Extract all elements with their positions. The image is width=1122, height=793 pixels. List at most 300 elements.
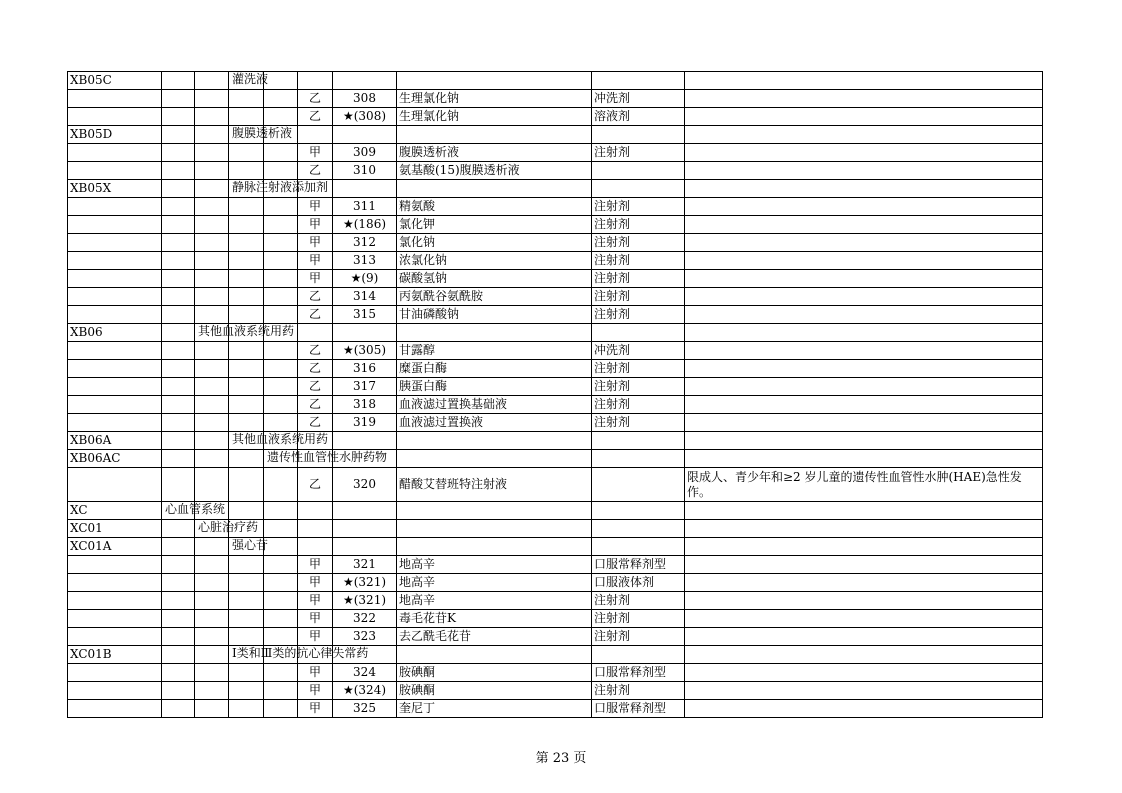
remark-cell [685,610,1043,628]
dosage-form-cell: 注射剂 [592,306,685,324]
level1-cell [162,144,195,162]
category-label: 腹膜透析液 [232,126,293,140]
level3-cell [229,396,264,414]
level4-cell [264,90,298,108]
category-row [68,126,1043,144]
level2-cell [195,270,229,288]
level3-cell [229,360,264,378]
level4-cell [264,538,298,556]
remark-cell [685,342,1043,360]
drug-name-cell: 胰蛋白酶 [397,378,592,396]
number-cell: 324 [333,664,397,682]
number-cell: 316 [333,360,397,378]
code-cell [68,198,162,216]
level2-cell [195,628,229,646]
number-cell: ★(321) [333,574,397,592]
level1-cell [162,414,195,432]
level2-cell [195,234,229,252]
drug-name-cell: 奎尼丁 [397,700,592,718]
level1-cell [162,162,195,180]
level4-cell [264,270,298,288]
class-cell [298,520,333,538]
dosage-form-cell [592,72,685,90]
number-cell: 315 [333,306,397,324]
code-cell: XC [68,502,162,520]
remark-cell [685,252,1043,270]
level2-cell [195,574,229,592]
drug-name-cell: 甘露醇 [397,342,592,360]
code-cell: XC01B [68,646,162,664]
class-cell: 甲 [298,556,333,574]
level1-cell [162,72,195,90]
number-cell: ★(308) [333,108,397,126]
level1-cell [162,538,195,556]
level4-cell [264,288,298,306]
level3-cell [229,664,264,682]
code-cell: XB05C [68,72,162,90]
category-row [68,450,1043,468]
drug-name-cell [397,324,592,342]
level2-cell [195,324,295,342]
level3-cell [229,288,264,306]
dosage-form-cell: 冲洗剂 [592,342,685,360]
number-cell: 318 [333,396,397,414]
code-cell [68,288,162,306]
number-cell: ★(186) [333,216,397,234]
level4-cell [264,700,298,718]
category-label: 其他血液系统用药 [198,324,295,338]
remark-cell: 限成人、青少年和≥2 岁儿童的遗传性血管性水肿(HAE)急性发作。 [685,468,1043,502]
drug-name-cell [397,450,592,468]
dosage-form-cell: 注射剂 [592,216,685,234]
remark-cell [685,144,1043,162]
remark-cell [685,502,1043,520]
remark-cell [685,628,1043,646]
code-cell [68,556,162,574]
category-row [68,520,1043,538]
level2-cell [195,592,229,610]
remark-cell [685,72,1043,90]
code-cell: XB05D [68,126,162,144]
level3-cell [229,72,269,90]
level4-cell [264,414,298,432]
level3-cell [229,216,264,234]
drug-row [68,414,1043,432]
code-cell [68,592,162,610]
remark-cell [685,90,1043,108]
level4-cell [264,108,298,126]
class-cell: 甲 [298,252,333,270]
level4-cell [264,378,298,396]
remark-cell [685,646,1043,664]
number-cell: 313 [333,252,397,270]
drug-row [68,270,1043,288]
level1-cell [162,574,195,592]
drug-name-cell [397,646,592,664]
drug-name-cell [397,72,592,90]
number-cell: 309 [333,144,397,162]
level3-cell [229,574,264,592]
class-cell [298,324,333,342]
level1-cell [162,180,195,198]
drug-name-cell: 腹膜透析液 [397,144,592,162]
level2-cell [195,288,229,306]
class-cell: 甲 [298,682,333,700]
drug-name-cell: 血液滤过置换液 [397,414,592,432]
dosage-form-cell [592,126,685,144]
drug-name-cell: 精氨酸 [397,198,592,216]
category-row [68,538,1043,556]
drug-row [68,468,1043,502]
level3-cell [229,90,264,108]
drug-row [68,288,1043,306]
level3-cell [229,700,264,718]
drug-row [68,556,1043,574]
number-cell [333,72,397,90]
level4-cell [264,468,298,502]
number-cell: 321 [333,556,397,574]
drug-name-cell: 胺碘酮 [397,682,592,700]
class-cell: 甲 [298,574,333,592]
drug-name-cell: 醋酸艾替班特注射液 [397,468,592,502]
code-cell [68,270,162,288]
level2-cell [195,520,259,538]
number-cell: 323 [333,628,397,646]
code-cell [68,216,162,234]
remark-cell [685,198,1043,216]
number-cell: 311 [333,198,397,216]
level2-cell [195,126,229,144]
class-cell: 乙 [298,360,333,378]
dosage-form-cell: 注射剂 [592,252,685,270]
drug-row [68,144,1043,162]
dosage-form-cell [592,162,685,180]
remark-cell [685,324,1043,342]
level3-cell [229,682,264,700]
drug-name-cell: 胺碘酮 [397,664,592,682]
class-cell: 乙 [298,342,333,360]
dosage-form-cell: 注射剂 [592,234,685,252]
remark-cell [685,306,1043,324]
level1-cell [162,432,195,450]
code-cell [68,628,162,646]
code-cell [68,468,162,502]
dosage-form-cell [592,538,685,556]
code-cell [68,610,162,628]
code-cell [68,144,162,162]
number-cell: 312 [333,234,397,252]
number-cell [333,126,397,144]
dosage-form-cell: 注射剂 [592,592,685,610]
level3-cell [229,610,264,628]
remark-cell [685,288,1043,306]
level3-cell [229,144,264,162]
level2-cell [195,682,229,700]
level3-cell [229,252,264,270]
dosage-form-cell [592,450,685,468]
level2-cell [195,180,229,198]
dosage-form-cell: 注射剂 [592,270,685,288]
class-cell: 乙 [298,162,333,180]
level2-cell [195,144,229,162]
code-cell [68,682,162,700]
category-row [68,180,1043,198]
level4-cell [264,502,298,520]
drug-row [68,664,1043,682]
level2-cell [195,342,229,360]
drug-name-cell: 丙氨酰谷氨酰胺 [397,288,592,306]
level4-cell [264,556,298,574]
dosage-form-cell: 注射剂 [592,198,685,216]
drug-row [68,342,1043,360]
remark-cell [685,108,1043,126]
category-label: 强心苷 [232,538,269,552]
code-cell [68,234,162,252]
remark-cell [685,682,1043,700]
dosage-form-cell: 注射剂 [592,144,685,162]
category-label: 遗传性血管性水肿药物 [267,450,388,464]
class-cell: 乙 [298,90,333,108]
code-cell [68,396,162,414]
level2-cell [195,450,229,468]
class-cell [298,502,333,520]
drug-name-cell: 地高辛 [397,592,592,610]
level2-cell [195,360,229,378]
level1-cell [162,378,195,396]
level4-cell [264,360,298,378]
dosage-form-cell [592,324,685,342]
level1-cell [162,270,195,288]
drug-row [68,162,1043,180]
category-label: 其他血液系统用药 [232,432,329,446]
category-label: 静脉注射液添加剂 [232,180,329,194]
drug-catalog-table [67,71,1043,718]
class-cell: 乙 [298,288,333,306]
number-cell: 314 [333,288,397,306]
level4-cell [264,628,298,646]
category-label: 心脏治疗药 [198,520,259,534]
number-cell [333,520,397,538]
remark-cell [685,126,1043,144]
class-cell: 甲 [298,270,333,288]
code-cell [68,664,162,682]
drug-name-cell: 毒毛花苷K [397,610,592,628]
level2-cell [195,414,229,432]
dosage-form-cell: 注射剂 [592,628,685,646]
level4-cell [264,342,298,360]
class-cell: 甲 [298,664,333,682]
drug-name-cell: 地高辛 [397,556,592,574]
level2-cell [195,646,229,664]
drug-row [68,252,1043,270]
level3-cell [229,198,264,216]
remark-cell [685,450,1043,468]
dosage-form-cell [592,520,685,538]
class-cell: 乙 [298,414,333,432]
number-cell [333,538,397,556]
code-cell [68,108,162,126]
level1-cell [162,628,195,646]
number-cell: 308 [333,90,397,108]
level1-cell [162,324,195,342]
level1-cell [162,664,195,682]
level3-cell [229,646,369,664]
level3-cell [229,450,264,468]
class-cell: 甲 [298,628,333,646]
class-cell: 甲 [298,198,333,216]
page-number: 第 23 页 [535,751,587,766]
level1-cell [162,468,195,502]
dosage-form-cell [592,432,685,450]
level1-cell [162,360,195,378]
level3-cell [229,592,264,610]
remark-cell [685,360,1043,378]
dosage-form-cell: 注射剂 [592,682,685,700]
code-cell: XB06A [68,432,162,450]
remark-cell [685,592,1043,610]
level2-cell [195,396,229,414]
class-cell [298,72,333,90]
level4-cell [264,306,298,324]
level1-cell [162,126,195,144]
dosage-form-cell: 注射剂 [592,396,685,414]
dosage-form-cell [592,468,685,502]
class-cell [298,126,333,144]
class-cell [298,538,333,556]
level4-cell [264,610,298,628]
code-cell [68,90,162,108]
remark-cell [685,162,1043,180]
level2-cell [195,610,229,628]
dosage-form-cell: 口服液体剂 [592,574,685,592]
level3-cell [229,342,264,360]
dosage-form-cell: 口服常释剂型 [592,664,685,682]
drug-row [68,628,1043,646]
drug-name-cell: 氯化钾 [397,216,592,234]
dosage-form-cell: 口服常释剂型 [592,700,685,718]
level1-cell [162,90,195,108]
level3-cell [229,162,264,180]
drug-row [68,216,1043,234]
level4-cell [264,520,298,538]
level4-cell [264,252,298,270]
remark-cell [685,414,1043,432]
dosage-form-cell [592,646,685,664]
remark-cell [685,270,1043,288]
drug-row [68,234,1043,252]
level3-cell [229,432,329,450]
level2-cell [195,538,229,556]
dosage-form-cell [592,502,685,520]
level4-cell [264,198,298,216]
dosage-form-cell: 冲洗剂 [592,90,685,108]
level1-cell [162,646,195,664]
code-cell: XB06 [68,324,162,342]
code-cell: XB05X [68,180,162,198]
category-row [68,432,1043,450]
level1-cell [162,502,226,520]
level4-cell [264,664,298,682]
level1-cell [162,556,195,574]
number-cell [333,502,397,520]
class-cell: 甲 [298,610,333,628]
level4-cell [264,450,388,468]
drug-name-cell [397,180,592,198]
level1-cell [162,610,195,628]
drug-row [68,574,1043,592]
dosage-form-cell: 注射剂 [592,378,685,396]
drug-name-cell: 去乙酰毛花苷 [397,628,592,646]
drug-name-cell [397,502,592,520]
level1-cell [162,234,195,252]
level1-cell [162,306,195,324]
number-cell: 325 [333,700,397,718]
drug-name-cell [397,126,592,144]
code-cell [68,252,162,270]
level2-cell [195,700,229,718]
drug-name-cell: 氯化钠 [397,234,592,252]
level4-cell [264,162,298,180]
class-cell: 乙 [298,378,333,396]
dosage-form-cell: 注射剂 [592,288,685,306]
category-row [68,72,1043,90]
number-cell: ★(9) [333,270,397,288]
level3-cell [229,556,264,574]
level4-cell [264,144,298,162]
remark-cell [685,396,1043,414]
number-cell: 322 [333,610,397,628]
number-cell: 317 [333,378,397,396]
dosage-form-cell: 注射剂 [592,610,685,628]
remark-cell [685,180,1043,198]
level1-cell [162,592,195,610]
number-cell: ★(305) [333,342,397,360]
level1-cell [162,342,195,360]
level3-cell [229,234,264,252]
remark-cell [685,234,1043,252]
class-cell: 甲 [298,592,333,610]
level3-cell [229,378,264,396]
category-row [68,502,1043,520]
category-label: 心血管系统 [165,502,226,516]
level3-cell [229,414,264,432]
drug-name-cell: 碳酸氢钠 [397,270,592,288]
level2-cell [195,306,229,324]
level4-cell [264,72,298,90]
code-cell [68,342,162,360]
level1-cell [162,396,195,414]
dosage-form-cell: 注射剂 [592,360,685,378]
level3-cell [229,126,293,144]
level1-cell [162,216,195,234]
code-cell [68,414,162,432]
drug-row [68,592,1043,610]
number-cell: ★(324) [333,682,397,700]
code-cell [68,360,162,378]
class-cell: 甲 [298,700,333,718]
code-cell [68,378,162,396]
dosage-form-cell: 口服常释剂型 [592,556,685,574]
level2-cell [195,198,229,216]
level3-cell [229,628,264,646]
code-cell: XB06AC [68,450,162,468]
number-cell: 320 [333,468,397,502]
level1-cell [162,520,195,538]
drug-row [68,360,1043,378]
number-cell [333,432,397,450]
remark-cell [685,664,1043,682]
code-cell [68,574,162,592]
